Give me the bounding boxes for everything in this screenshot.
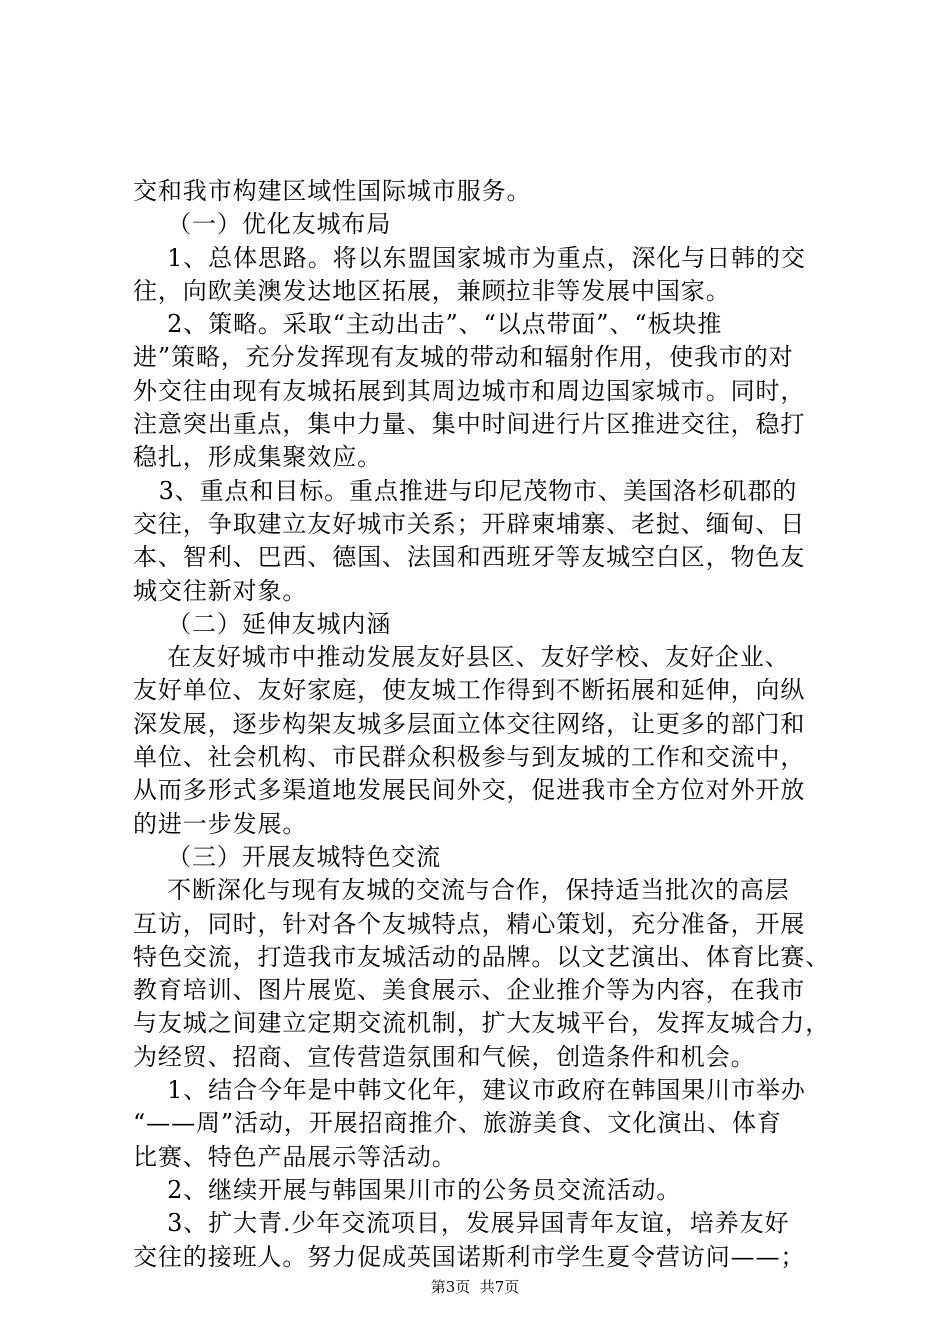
text-line: 城交往新对象。 [133,576,308,605]
text-line: 1、结合今年是中韩文化年，建议市政府在韩国果川市举办 [133,1076,806,1105]
text-line: 1、总体思路。将以东盟国家城市为重点，深化与日韩的交 [133,243,806,272]
text-line: 特色交流，打造我市友城活动的品牌。以文艺演出、体育比赛、 [133,942,831,971]
text-line: 不断深化与现有友城的交流与合作，保持适当批次的高层 [133,876,790,905]
text-line: 友好单位、友好家庭，使友城工作得到不断拓展和延伸，向纵 [133,676,806,705]
text-line: 为经贸、招商、宣传营造氛围和气候，创造条件和机会。 [133,1042,756,1071]
text-line: 在友好城市中推动发展友好县区、友好学校、友好企业、 [133,643,790,672]
body-text [133,175,833,1274]
text-line: 比赛、特色产品展示等活动。 [133,1142,457,1171]
section-heading-2: （二）延伸友城内涵 [133,609,392,638]
text-line: 稳扎，形成集聚效应。 [133,443,382,472]
text-line: 进”策略，充分发挥现有友城的带动和辐射作用，使我市的对 [133,343,794,372]
text-line: 交往，争取建立友好城市关系；开辟柬埔寨、老挝、缅甸、日 [133,509,806,538]
text-line: 的进一步发展。 [133,809,308,838]
text-line: 注意突出重点，集中力量、集中时间进行片区推进交往，稳打 [133,410,806,439]
text-line: 2、继续开展与韩国果川市的公务员交流活动。 [133,1175,682,1204]
text-line: 深发展，逐步构架友城多层面立体交往网络，让更多的部门和 [133,709,806,738]
text-line: 单位、社会机构、市民群众积极参与到友城的工作和交流中， [133,743,806,772]
text-line: 交和我市构建区域性国际城市服务。 [133,177,532,205]
text-line: 2、策略。采取“主动出击”、“以点带面”、“板块推 [133,310,723,339]
page-number-footer: 第3页 共7页 [430,1278,520,1296]
text-line: 外交往由现有友城拓展到其周边城市和周边国家城市。同时， [133,376,806,405]
text-line: 交往的接班人。努力促成英国诺斯利市学生夏令营访问——； [133,1242,806,1271]
text-line: 往，向欧美澳发达地区拓展，兼顾拉非等发展中国家。 [133,276,731,305]
text-line: 教育培训、图片展览、美食展示、企业推介等为内容，在我市 [133,976,806,1005]
text-line: 3、重点和目标。重点推进与印尼茂物市、美国洛杉矶郡的 [133,476,798,505]
text-line: 从而多形式多渠道地发展民间外交，促进我市全方位对外开放 [133,776,806,805]
text-line: “——周”活动，开展招商推介、旅游美食、文化演出、体育 [133,1109,782,1138]
section-heading-1: （一）优化友城布局 [133,210,392,239]
text-line: 本、智利、巴西、德国、法国和西班牙等友城空白区，物色友 [133,543,806,572]
text-line: 3、扩大青.少年交流项目，发展异国青年友谊，培养友好 [133,1209,790,1238]
section-heading-3: （三）开展友城特色交流 [133,842,442,871]
text-line: 互访，同时，针对各个友城特点，精心策划，充分准备，开展 [133,909,806,938]
text-line: 与友城之间建立定期交流机制，扩大友城平台，发挥友城合力， [133,1009,831,1038]
